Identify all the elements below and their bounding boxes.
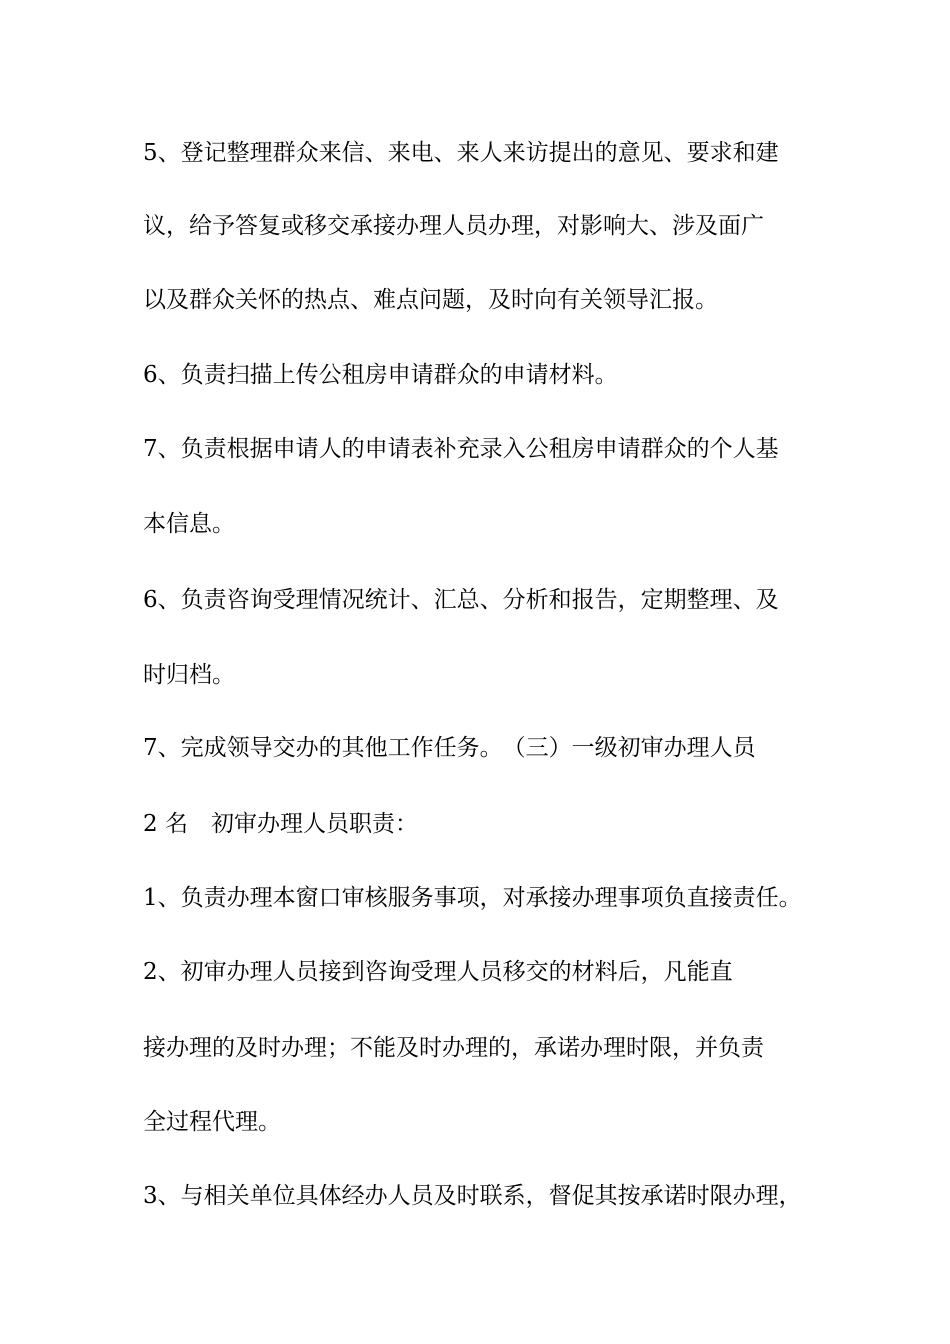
paragraph-line: 本信息。 (143, 511, 235, 537)
paragraph-line: 2 名 初审办理人员职责： (143, 811, 418, 837)
paragraph-line: 全过程代理。 (143, 1109, 281, 1135)
paragraph-line: 1、负责办理本窗口审核服务事项，对承接办理事项负直接责任。 (143, 885, 802, 911)
paragraph-line: 以及群众关怀的热点、难点问题，及时向有关领导汇报。 (143, 287, 718, 313)
paragraph-line: 7、负责根据申请人的申请表补充录入公租房申请群众的个人基 (143, 436, 779, 462)
paragraph-line: 6、负责扫描上传公租房申请群众的申请材料。 (143, 362, 618, 388)
paragraph-line: 接办理的及时办理；不能及时办理的，承诺办理时限，并负责 (143, 1035, 764, 1061)
paragraph-line: 2、初审办理人员接到咨询受理人员移交的材料后，凡能直 (143, 959, 733, 985)
paragraph-line: 时归档。 (143, 662, 235, 688)
paragraph-line: 7、完成领导交办的其他工作任务。 （三）一级初审办理人员 (143, 735, 756, 761)
paragraph-line: 6、负责咨询受理情况统计、汇总、分析和报告，定期整理、及 (143, 587, 779, 613)
paragraph-line: 5、登记整理群众来信、来电、来人来访提出的意见、要求和建 (143, 140, 779, 166)
paragraph-line: 议，给予答复或移交承接办理人员办理，对影响大、涉及面广 (143, 213, 764, 239)
paragraph-line: 3、与相关单位具体经办人员及时联系，督促其按承诺时限办理， (143, 1183, 802, 1209)
